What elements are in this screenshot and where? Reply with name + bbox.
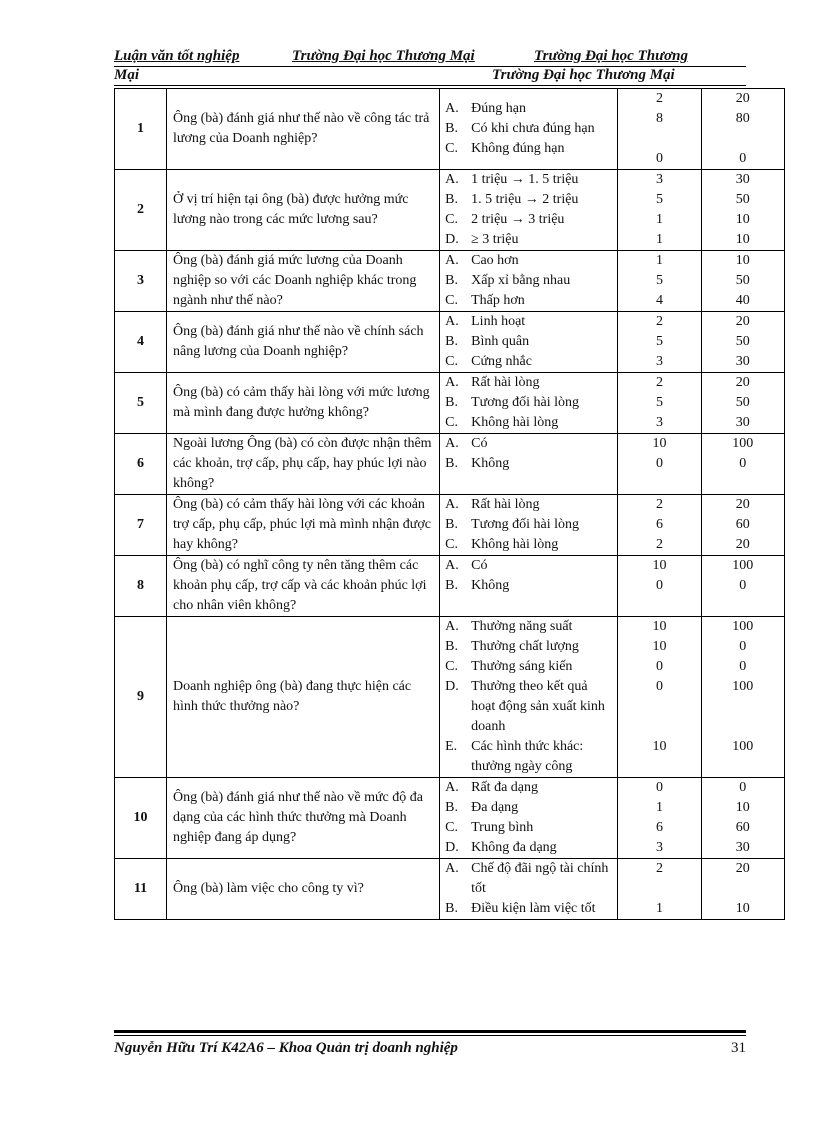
percent-column <box>701 89 784 170</box>
option-text: Rất hài lòng <box>471 375 540 390</box>
percent-column-value: 10 <box>735 901 750 916</box>
option-item <box>440 210 617 230</box>
percent-column <box>701 251 784 312</box>
option-key: B. <box>445 800 458 815</box>
option-text: Chế độ đãi ngộ tài chính tốt <box>471 861 609 896</box>
question-text: Ông (bà) đánh giá như thế nào về chính sách nâng lương của Doanh nghiệp? <box>166 312 439 373</box>
count-column-value: 1 <box>656 901 664 916</box>
option-text: Tương đối hài lòng <box>471 395 580 410</box>
count-column <box>618 373 701 434</box>
header-university-2: Trường Đại học Thương <box>534 48 688 64</box>
answer-options <box>440 778 618 859</box>
option-key: B. <box>445 517 458 532</box>
percent-column-value <box>702 697 784 717</box>
question-text: Doanh nghiệp ông (bà) đang thực hiện các hình thức thưởng nào? <box>166 617 439 778</box>
option-text: Thưởng chất lượng <box>471 639 579 654</box>
question-number: 2 <box>115 170 167 251</box>
option-item <box>440 312 617 332</box>
count-column-value: 2 <box>656 497 664 512</box>
count-column <box>618 89 701 170</box>
option-text: Thưởng sáng kiến <box>471 659 573 674</box>
option-text: Không đúng hạn <box>471 141 565 156</box>
percent-column-value: 60 <box>735 517 750 532</box>
option-text: Rất hài lòng <box>471 497 540 512</box>
option-item <box>440 119 617 139</box>
option-key: C. <box>445 141 458 156</box>
table-row <box>115 859 785 920</box>
count-column-value: 3 <box>656 415 664 430</box>
option-text: 2 triệu → 3 triệu <box>471 212 565 227</box>
option-key: B. <box>445 901 458 916</box>
header-rule-2 <box>114 85 746 86</box>
percent-column <box>701 617 784 778</box>
option-text: Thưởng theo kết quả hoạt động sản xuất kinh doanh <box>471 679 605 734</box>
percent-column-value: 30 <box>735 172 750 187</box>
option-text: Cao hơn <box>471 253 519 268</box>
percent-column-value: 0 <box>739 151 747 166</box>
percent-column-value: 0 <box>739 639 747 654</box>
percent-column <box>701 495 784 556</box>
count-column-value: 6 <box>656 820 664 835</box>
percent-column-value: 0 <box>739 659 747 674</box>
option-text: Trung bình <box>471 820 534 835</box>
percent-column-value: 20 <box>735 537 750 552</box>
percent-column-value: 20 <box>735 314 750 329</box>
count-column-value: 1 <box>656 800 664 815</box>
percent-column-value: 100 <box>732 619 754 634</box>
option-item <box>440 838 617 858</box>
option-item <box>440 99 617 119</box>
option-key: D. <box>445 232 459 247</box>
option-text: Không đa dạng <box>471 840 557 855</box>
option-key: A. <box>445 497 459 512</box>
option-key: D. <box>445 679 459 694</box>
footer-author: Nguyễn Hữu Trí K42A6 – Khoa Quản trị doanh nghiệp <box>114 1040 458 1056</box>
percent-column-value: 50 <box>735 192 750 207</box>
count-column-value <box>618 129 700 149</box>
percent-column-value: 0 <box>739 578 747 593</box>
question-text: Ở vị trí hiện tại ông (bà) được hưởng mức lương nào trong các mức lương sau? <box>166 170 439 251</box>
percent-column-value <box>702 717 784 737</box>
option-item <box>440 434 617 454</box>
option-key: B. <box>445 456 458 471</box>
percent-column <box>701 312 784 373</box>
option-text: Điều kiện làm việc tốt <box>471 901 596 916</box>
option-item <box>440 495 617 515</box>
page-number: 31 <box>731 1040 746 1056</box>
option-item <box>440 454 617 474</box>
option-item <box>440 413 617 433</box>
option-item <box>440 332 617 352</box>
option-item <box>440 139 617 159</box>
footer-rule-thin <box>114 1035 746 1036</box>
option-key: C. <box>445 212 458 227</box>
count-column-value: 10 <box>652 619 667 634</box>
count-column-value: 0 <box>656 151 664 166</box>
count-column-value: 10 <box>652 739 667 754</box>
percent-column-value: 30 <box>735 840 750 855</box>
percent-column-value: 30 <box>735 415 750 430</box>
table-row <box>115 89 785 170</box>
question-text: Ông (bà) có nghĩ công ty nên tăng thêm các khoản phụ cấp, trợ cấp và các khoản phúc lợi cho nhân viên không? <box>166 556 439 617</box>
question-number: 4 <box>115 312 167 373</box>
option-item <box>440 230 617 250</box>
option-text: Không <box>471 578 510 593</box>
percent-column <box>701 556 784 617</box>
option-text: Đúng hạn <box>471 101 526 116</box>
option-item <box>440 291 617 311</box>
option-item <box>440 737 617 777</box>
count-column-value: 2 <box>656 861 664 876</box>
table-row <box>115 617 785 778</box>
option-item <box>440 170 617 190</box>
table-row <box>115 373 785 434</box>
question-text: Ông (bà) đánh giá mức lương của Doanh nghiệp so với các Doanh nghiệp khác trong ngành như thế nào? <box>166 251 439 312</box>
count-column <box>618 556 701 617</box>
option-key: C. <box>445 354 458 369</box>
percent-column-value: 100 <box>732 739 754 754</box>
option-item <box>440 899 617 919</box>
percent-column-value: 10 <box>735 232 750 247</box>
option-item <box>440 251 617 271</box>
option-key: A. <box>445 375 459 390</box>
option-key: B. <box>445 639 458 654</box>
count-column-value: 2 <box>656 375 664 390</box>
table-row <box>115 495 785 556</box>
option-key: A. <box>445 619 459 634</box>
percent-column-value: 50 <box>735 334 750 349</box>
option-item <box>440 657 617 677</box>
question-text: Ông (bà) có cảm thấy hài lòng với các khoản trợ cấp, phụ cấp, phúc lợi mà mình nhận được hay không? <box>166 495 439 556</box>
option-key: A. <box>445 861 459 876</box>
percent-column <box>701 859 784 920</box>
count-column-value <box>618 879 700 899</box>
option-key: B. <box>445 578 458 593</box>
percent-column-value: 100 <box>732 558 754 573</box>
percent-column-value: 100 <box>732 679 754 694</box>
option-text: Có <box>471 436 488 451</box>
count-column-value: 3 <box>656 840 664 855</box>
header-line2-start: Mại <box>114 67 140 83</box>
option-text: Thấp hơn <box>471 293 525 308</box>
answer-options <box>440 495 618 556</box>
count-column-value: 3 <box>656 354 664 369</box>
question-text: Ông (bà) có cảm thấy hài lòng với mức lương mà mình đang được hưởng không? <box>166 373 439 434</box>
option-text: Không hài lòng <box>471 415 559 430</box>
table-row <box>115 434 785 495</box>
table-row <box>115 556 785 617</box>
option-item <box>440 637 617 657</box>
page-footer <box>114 1030 746 1056</box>
header-university-1: Trường Đại học Thương Mại <box>292 48 475 64</box>
question-number: 11 <box>115 859 167 920</box>
option-text: Bình quân <box>471 334 530 349</box>
option-text: Tương đối hài lòng <box>471 517 580 532</box>
option-item <box>440 556 617 576</box>
question-number: 1 <box>115 89 167 170</box>
table-row <box>115 312 785 373</box>
option-key: A. <box>445 253 459 268</box>
option-key: B. <box>445 121 458 136</box>
option-text: 1. 5 triệu → 2 triệu <box>471 192 579 207</box>
survey-table <box>114 88 785 920</box>
option-key: B. <box>445 273 458 288</box>
option-item <box>440 535 617 555</box>
percent-column-value: 10 <box>735 212 750 227</box>
option-key: E. <box>445 739 458 754</box>
count-column-value: 0 <box>656 679 664 694</box>
table-row <box>115 170 785 251</box>
question-text: Ngoài lương Ông (bà) có còn được nhận thêm các khoản, trợ cấp, phụ cấp, hay phúc lợi nào không? <box>166 434 439 495</box>
option-key: B. <box>445 192 458 207</box>
option-text: Rất đa dạng <box>471 780 538 795</box>
answer-options <box>440 556 618 617</box>
count-column-value: 2 <box>656 537 664 552</box>
question-number: 5 <box>115 373 167 434</box>
option-key: C. <box>445 537 458 552</box>
count-column-value: 1 <box>656 253 664 268</box>
count-column-value: 5 <box>656 395 664 410</box>
option-item <box>440 190 617 210</box>
question-number: 6 <box>115 434 167 495</box>
count-column-value: 3 <box>656 172 664 187</box>
option-key: C. <box>445 659 458 674</box>
percent-column-value <box>702 129 784 149</box>
count-column-value: 1 <box>656 212 664 227</box>
option-text: Không hài lòng <box>471 537 559 552</box>
option-key: A. <box>445 780 459 795</box>
option-key: A. <box>445 558 459 573</box>
percent-column-value: 30 <box>735 354 750 369</box>
footer-rule-thick <box>114 1030 746 1033</box>
count-column-value: 0 <box>656 659 664 674</box>
option-item <box>440 576 617 596</box>
table-row <box>115 778 785 859</box>
percent-column-value: 20 <box>735 497 750 512</box>
question-number: 7 <box>115 495 167 556</box>
count-column-value: 10 <box>652 558 667 573</box>
option-key: C. <box>445 415 458 430</box>
option-item <box>440 373 617 393</box>
answer-options <box>440 617 618 778</box>
option-text: Các hình thức khác: thưởng ngày công <box>471 739 584 774</box>
question-number: 8 <box>115 556 167 617</box>
percent-column-value <box>702 879 784 899</box>
count-column-value: 5 <box>656 273 664 288</box>
option-text: Linh hoạt <box>471 314 526 329</box>
percent-column-value: 100 <box>732 436 754 451</box>
percent-column-value: 20 <box>735 861 750 876</box>
option-key: A. <box>445 314 459 329</box>
percent-column-value: 10 <box>735 253 750 268</box>
answer-options <box>440 434 618 495</box>
count-column-value <box>618 697 700 717</box>
count-column-value: 4 <box>656 293 664 308</box>
count-column-value <box>618 717 700 737</box>
option-key: C. <box>445 820 458 835</box>
question-text: Ông (bà) đánh giá như thế nào về mức độ đa dạng của các hình thức thưởng mà Doanh nghiệp đang áp dụng? <box>166 778 439 859</box>
count-column-value: 1 <box>656 232 664 247</box>
percent-column-value: 20 <box>735 91 750 106</box>
percent-column <box>701 778 784 859</box>
count-column <box>618 251 701 312</box>
option-item <box>440 798 617 818</box>
option-text: Không <box>471 456 510 471</box>
option-item <box>440 271 617 291</box>
percent-column-value: 40 <box>735 293 750 308</box>
percent-column-value: 60 <box>735 820 750 835</box>
count-column <box>618 495 701 556</box>
option-text: Xấp xỉ bằng nhau <box>471 273 571 288</box>
count-column <box>618 434 701 495</box>
table-row <box>115 251 785 312</box>
option-item <box>440 515 617 535</box>
count-column <box>618 312 701 373</box>
option-key: A. <box>445 172 459 187</box>
percent-column-value: 0 <box>739 780 747 795</box>
option-text: Cứng nhắc <box>471 354 532 369</box>
header-university-3: Trường Đại học Thương Mại <box>492 67 675 83</box>
option-item <box>440 859 617 899</box>
count-column-value: 8 <box>656 111 664 126</box>
question-number: 3 <box>115 251 167 312</box>
option-key: D. <box>445 840 459 855</box>
count-column-value: 0 <box>656 578 664 593</box>
percent-column <box>701 170 784 251</box>
percent-column-value: 50 <box>735 273 750 288</box>
count-column <box>618 859 701 920</box>
count-column-value: 6 <box>656 517 664 532</box>
count-column-value: 5 <box>656 192 664 207</box>
count-column <box>618 170 701 251</box>
question-number: 10 <box>115 778 167 859</box>
count-column-value: 0 <box>656 456 664 471</box>
question-text: Ông (bà) đánh giá như thế nào về công tác trả lương của Doanh nghiệp? <box>166 89 439 170</box>
percent-column-value: 20 <box>735 375 750 390</box>
option-key: A. <box>445 101 459 116</box>
answer-options <box>440 89 618 170</box>
option-text: Đa dạng <box>471 800 519 815</box>
percent-column <box>701 373 784 434</box>
count-column-value: 10 <box>652 436 667 451</box>
count-column <box>618 617 701 778</box>
option-text: Có <box>471 558 488 573</box>
header-thesis-label: Luận văn tốt nghiệp <box>114 48 240 64</box>
option-item <box>440 818 617 838</box>
option-item <box>440 352 617 372</box>
answer-options <box>440 312 618 373</box>
option-text: Thưởng năng suất <box>471 619 573 634</box>
answer-options <box>440 170 618 251</box>
count-column <box>618 778 701 859</box>
option-item <box>440 778 617 798</box>
answer-options <box>440 251 618 312</box>
question-text: Ông (bà) làm việc cho công ty vì? <box>166 859 439 920</box>
option-key: A. <box>445 436 459 451</box>
count-column-value: 2 <box>656 314 664 329</box>
option-key: B. <box>445 334 458 349</box>
percent-column-value: 10 <box>735 800 750 815</box>
question-number: 9 <box>115 617 167 778</box>
percent-column-value: 0 <box>739 456 747 471</box>
count-column-value: 2 <box>656 91 664 106</box>
option-text: 1 triệu → 1. 5 triệu <box>471 172 579 187</box>
option-item <box>440 617 617 637</box>
percent-column-value: 80 <box>735 111 750 126</box>
option-text: ≥ 3 triệu <box>471 232 519 247</box>
option-key: B. <box>445 395 458 410</box>
answer-options <box>440 859 618 920</box>
option-item <box>440 677 617 737</box>
option-text: Có khi chưa đúng hạn <box>471 121 595 136</box>
percent-column <box>701 434 784 495</box>
count-column-value: 10 <box>652 639 667 654</box>
percent-column-value: 50 <box>735 395 750 410</box>
option-item <box>440 393 617 413</box>
option-key: C. <box>445 293 458 308</box>
count-column-value: 0 <box>656 780 664 795</box>
answer-options <box>440 373 618 434</box>
count-column-value: 5 <box>656 334 664 349</box>
